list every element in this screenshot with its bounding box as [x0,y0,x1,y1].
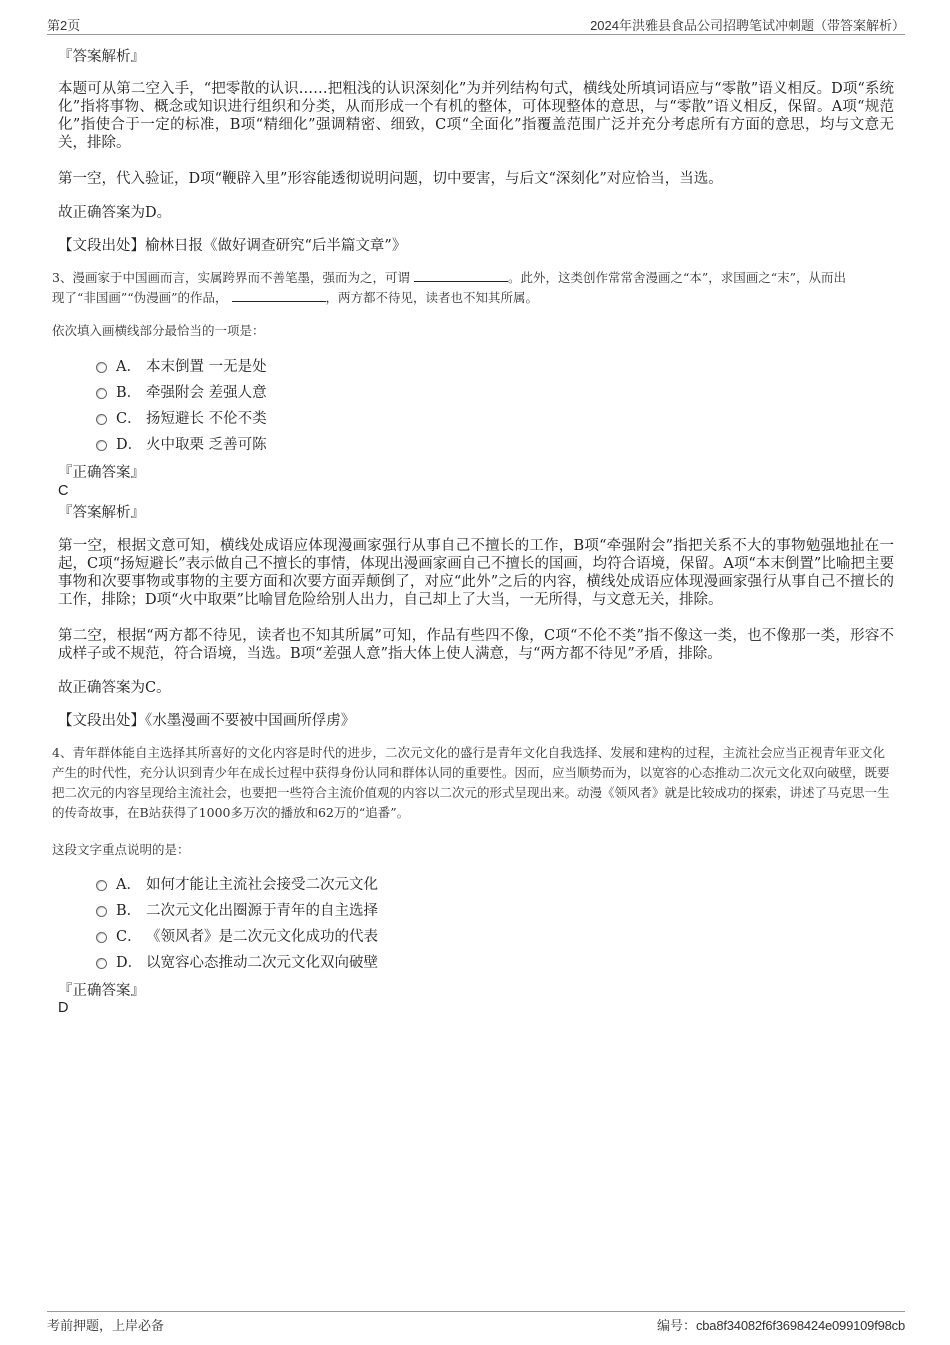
q3-stem-part1: 3、漫画家于中国画而言，实属跨界而不善笔墨，强而为之，可谓 [52,270,410,285]
q3-stem-part3: 现了“非国画”“伪漫画”的作品， [52,290,228,305]
page-footer [47,1311,905,1332]
q3-option-c[interactable] [96,409,267,429]
q4-option-c[interactable] [96,927,378,947]
q2-analysis-label: 『答案解析』 [58,49,145,65]
radio-icon[interactable] [96,440,107,451]
q3-correct-label: 『正确答案』 [58,465,145,481]
q4-option-a-text: 如何才能让主流社会接受二次元文化 [146,877,378,893]
radio-icon[interactable] [96,932,107,943]
q4-correct-label: 『正确答案』 [58,983,145,999]
radio-icon[interactable] [96,958,107,969]
q3-answer-summary [58,679,894,697]
q3-option-a-letter: A． [116,359,141,375]
q4-option-a[interactable] [96,875,378,895]
q3-correct-answer: C [58,483,69,499]
q4-option-d[interactable] [96,953,378,973]
q4-option-b-text: 二次元文化出圈源于青年的自主选择 [146,903,378,919]
q3-option-a-text: 本末倒置 一无是处 [146,359,267,375]
q4-option-c-letter: C． [116,929,142,945]
q3-answer-text: 故正确答案为C。 [58,680,171,696]
q4-prompt: 这段文字重点说明的是： [52,842,190,857]
q3-option-b-letter: B． [116,385,142,401]
q3-blank-2 [232,289,326,302]
q3-prompt: 依次填入画横线部分最恰当的一项是： [52,323,265,338]
q4-correct-answer: D [58,1000,69,1016]
q2-analysis-text2: 第一空，代入验证，D项“鞭辟入里”形容能透彻说明问题，切中要害，与后文“深刻化”对应恰当，当选。 [58,171,723,187]
page-header [47,14,905,35]
q4-option-c-text: 《领风者》是二次元文化成功的代表 [146,929,378,945]
q3-option-d[interactable] [96,435,267,455]
page-number: 第2页 [47,18,81,33]
document-title: 2024年洪雅县食品公司招聘笔试冲刺题（带答案解析） [590,18,905,33]
q3-stem-part2: 。此外，这类创作常常舍漫画之“本”，求国画之“末”，从而出 [507,270,847,285]
footer-code-value: cba8f34082f6f3698424e099109f98cb [695,1318,905,1333]
q3-analysis-para2 [58,627,894,663]
footer-code [657,1315,905,1334]
q3-analysis-text2: 第二空，根据“两方都不待见，读者也不知其所属”可知，作品有些四不像，C项“不伦不类”指不像这一类，也不像那一类，形容不成样子或不规范，符合语境，当选。B项“差强人意”指大体上使人满意，与“两方都不待见”矛盾，排除。 [58,628,894,662]
q4-option-d-text: 以宽容心态推动二次元文化双向破壁 [146,955,378,971]
q4-stem: 4、青年群体能自主选择其所喜好的文化内容是时代的进步，二次元文化的盛行是青年文化自我选择、发展和建构的过程，主流社会应当正视青年亚文化产生的时代性，充分认识到青少年在成长过程中获得身份认同和群体认同的重要性。因而，应当顺势而为，以宽容的心态推动二次元文化双向破壁，既要把二次元的内容呈现给主流社会，也要把一些符合主流价值观的内容以二次元的形式呈现出来。动漫《领风者》就是比较成功的探索，讲述了马克思一生的传奇故事，在B站获得了1000多万次的播放和62万的“追番”。 [52,745,890,820]
q3-stem-part4: ，两方都不待见，读者也不知其所属。 [325,290,539,305]
q4-option-d-letter: D． [116,955,143,971]
q4-option-b[interactable] [96,901,378,921]
radio-icon[interactable] [96,362,107,373]
radio-icon[interactable] [96,414,107,425]
q4-option-a-letter: A． [116,877,141,893]
q4-option-b-letter: B． [116,903,142,919]
q2-source [58,237,894,255]
q2-answer-text: 故正确答案为D。 [58,205,172,221]
q3-analysis-label: 『答案解析』 [58,505,145,521]
q2-source-text: 【文段出处】榆林日报《做好调查研究“后半篇文章”》 [58,238,407,254]
q3-option-b-text: 牵强附会 差强人意 [146,385,267,401]
footer-slogan: 考前押题，上岸必备 [47,1319,165,1334]
q3-option-d-text: 火中取栗 乏善可陈 [146,437,267,453]
q3-analysis-text1: 第一空，根据文意可知，横线处成语应体现漫画家强行从事自己不擅长的工作，B项“牵强附会”指把关系不大的事物勉强地扯在一起，C项“扬短避长”表示做自己不擅长的事情，体现出漫画家画自己不擅长的国画，均符合语境，保留。A项“本末倒置”比喻把主要事物和次要事物或事物的主要方面和次要方面弄颠倒了，对应“此外”之后的内容，横线处成语应体现漫画家强行从事自己不擅长的工作，排除；D项“火中取栗”比喻冒危险给别人出力，自己却上了大当，一无所得，与文意无关，排除。 [58,538,894,608]
q2-analysis-para1 [58,80,894,152]
radio-icon[interactable] [96,880,107,891]
q3-option-c-text: 扬短避长 不伦不类 [146,411,267,427]
radio-icon[interactable] [96,388,107,399]
footer-code-label: 编号： [656,1318,696,1333]
q3-stem [52,268,897,308]
q3-option-c-letter: C． [116,411,142,427]
radio-icon[interactable] [96,906,107,917]
q3-option-d-letter: D． [116,437,143,453]
q3-option-a[interactable] [96,357,267,377]
q3-option-b[interactable] [96,383,267,403]
q2-analysis-text1: 本题可从第二空入手，“把零散的认识……把粗浅的认识深刻化”为并列结构句式，横线处所填词语应与“零散”语义相反。D项“系统化”指将事物、概念或知识进行组织和分类，从而形成一个有机的整体，可体现整体的意思，与“零散”语义相反，保留。A项“规范化”指使合于一定的标准，B项“精细化”强调精密、细致，C项“全面化”指覆盖范围广泛并充分考虑所有方面的意思，均与文意无关，排除。 [58,81,894,151]
q3-analysis-para1 [58,537,894,609]
q2-answer-summary [58,204,894,222]
q3-source-text: 【文段出处】《水墨漫画不要被中国画所俘虏》 [58,713,356,729]
q2-analysis-para2 [58,170,894,188]
q3-source [58,712,894,730]
q3-blank-1 [414,269,508,282]
